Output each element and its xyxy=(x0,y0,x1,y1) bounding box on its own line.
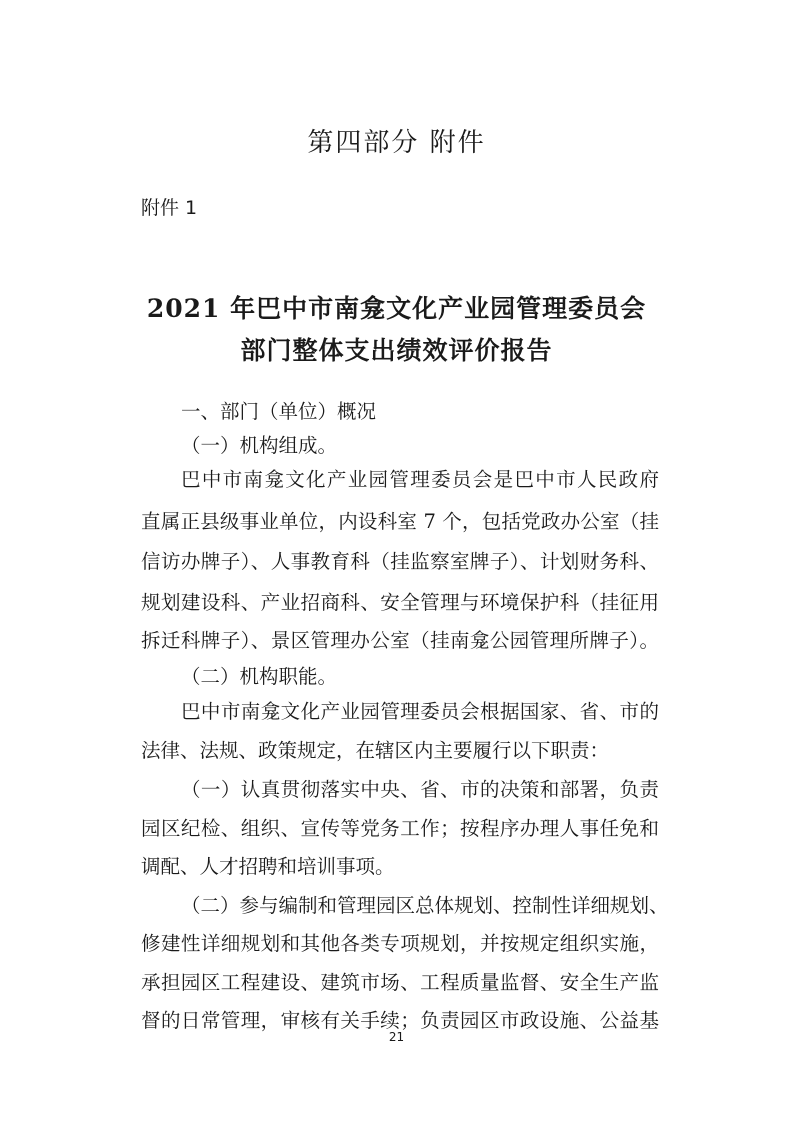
paragraph-line: 园区纪检、组织、宣传等党务工作；按程序办理人事任免和 xyxy=(141,817,659,840)
paragraph-line: （二）参与编制和管理园区总体规划、控制性详细规划、 xyxy=(181,894,669,917)
report-title-line-2: 部门整体支出绩效评价报告 xyxy=(240,336,553,365)
paragraph-line: 信访办牌子）、人事教育科（挂监察室牌子）、计划财务科、 xyxy=(141,550,659,573)
paragraph-line: 规划建设科、产业招商科、安全管理与环境保护科（挂征用 xyxy=(141,591,659,614)
paragraph-line: 拆迁科牌子）、景区管理办公室（挂南龛公园管理所牌子）。 xyxy=(141,629,659,652)
paragraph-line: 修建性详细规划和其他各类专项规划，并按规定组织实施， xyxy=(141,932,659,955)
paragraph-line: 巴中市南龛文化产业园管理委员会根据国家、省、市的 xyxy=(181,700,659,723)
section-heading: 一、部门（单位）概况 xyxy=(181,400,377,423)
paragraph-line: 直属正县级事业单位，内设科室 7 个，包括党政办公室（挂 xyxy=(141,510,659,533)
paragraph-line: 法律、法规、政策规定，在辖区内主要履行以下职责： xyxy=(141,739,610,762)
page-number: 21 xyxy=(388,1030,405,1044)
subsection-heading: （二）机构职能。 xyxy=(181,665,338,688)
paragraph-line: 承担园区工程建设、建筑市场、工程质量监督、安全生产监 xyxy=(141,971,659,994)
subsection-heading: （一）机构组成。 xyxy=(181,434,338,457)
part-title: 第四部分 附件 xyxy=(307,128,486,158)
report-title-line-1: 2021 年巴中市南龛文化产业园管理委员会 xyxy=(146,294,647,323)
paragraph-line: （一）认真贯彻落实中央、省、市的决策和部署，负责 xyxy=(181,778,659,801)
paragraph-line: 调配、人才招聘和培训事项。 xyxy=(141,855,395,878)
paragraph-line: 巴中市南龛文化产业园管理委员会是巴中市人民政府 xyxy=(181,468,659,491)
paragraph-line: 督的日常管理，审核有关手续；负责园区市政设施、公益基 xyxy=(141,1009,659,1032)
attachment-label: 附件 1 xyxy=(141,197,198,219)
